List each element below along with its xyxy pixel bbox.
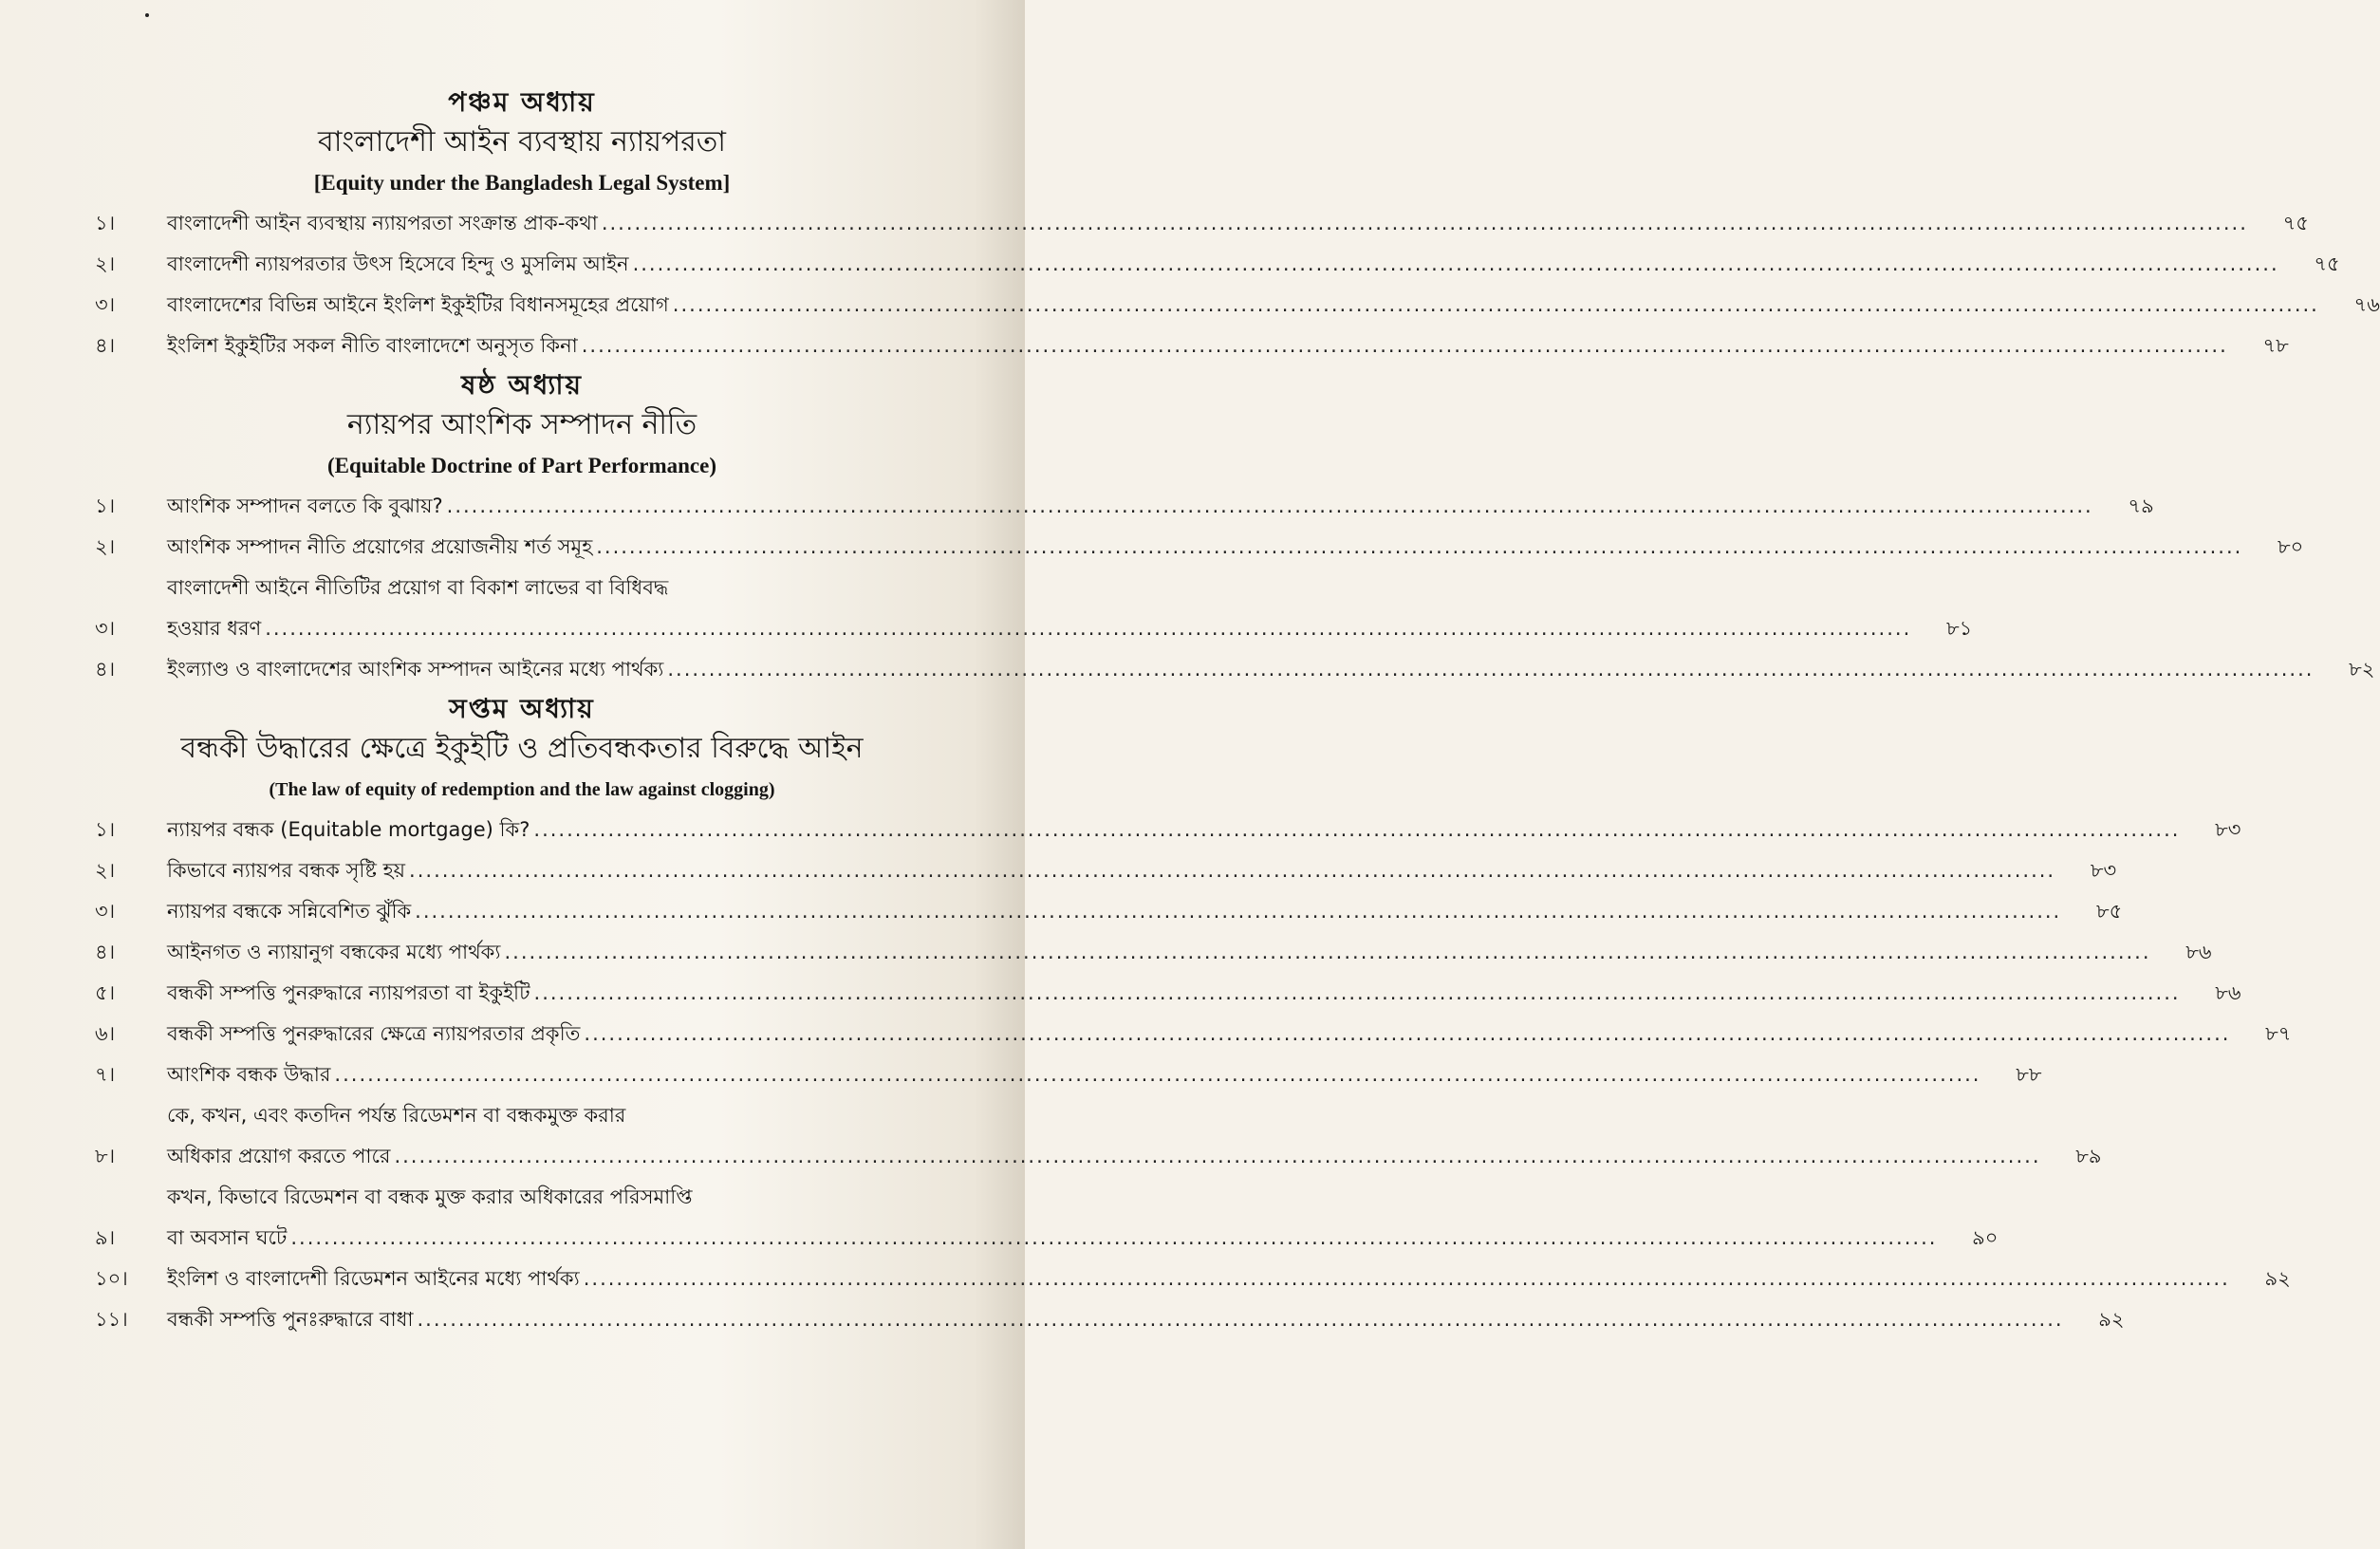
dot-leader: ........................................................................................................................................................................................................ (415, 900, 2062, 923)
toc-entry[interactable] (95, 891, 2123, 932)
entry-number: ৩। (95, 293, 116, 316)
chapter-section (95, 690, 2292, 1340)
entry-number: ১১। (95, 1308, 128, 1331)
toc-entry[interactable] (95, 1299, 2125, 1340)
dot-leader: ........................................................................................................................................................................................................ (265, 617, 1912, 640)
toc-entry[interactable] (95, 1095, 2102, 1177)
dot-leader: ........................................................................................................................................................................................................ (667, 658, 2315, 681)
toc-entry[interactable] (95, 486, 2154, 527)
entry-page-number: ৮২ (2349, 658, 2375, 681)
toc-entry[interactable] (95, 285, 2380, 326)
dot-leader: ........................................................................................................................................................................................................ (601, 212, 2248, 234)
toc-entry[interactable] (95, 326, 2289, 366)
entry-number: ১। (95, 818, 116, 841)
toc-entry[interactable] (95, 203, 2309, 244)
entry-title: আংশিক বন্ধক উদ্ধার (167, 1063, 331, 1086)
dot-leader: ........................................................................................................................................................................................................ (334, 1063, 1981, 1086)
entry-number: ৪। (95, 658, 116, 681)
dot-leader: ........................................................................................................................................................................................................ (533, 981, 2181, 1004)
entry-title: আংশিক সম্পাদন বলতে কি বুঝায়? (167, 495, 443, 517)
entry-page-number: ৭৫ (2282, 212, 2309, 234)
entry-title: বন্ধকী সম্পত্তি পুনঃরুদ্ধারে বাধা (167, 1308, 414, 1331)
entry-title: ন্যায়পর বন্ধকে সন্নিবেশিত ঝুঁকি (167, 900, 412, 923)
entry-page-number: ৮৮ (2016, 1063, 2042, 1086)
chapter-section (95, 366, 2375, 690)
entry-title: ইংল্যাণ্ড ও বাংলাদেশের আংশিক সম্পাদন আইনের মধ্যে পার্থক্য (167, 658, 664, 681)
entry-title: কিভাবে ন্যায়পর বন্ধক সৃষ্টি হয় (167, 859, 406, 882)
entry-number: ৪। (95, 941, 116, 963)
dot-leader: ........................................................................................................................................................................................................ (583, 1267, 2230, 1290)
toc-entry[interactable] (95, 244, 2340, 285)
toc-entry[interactable] (95, 568, 1973, 649)
entry-number: ২। (95, 535, 116, 558)
entry-number: ১। (95, 212, 116, 234)
chapter-english-title: [Equity under the Bangladesh Legal System] (313, 171, 731, 195)
dot-leader: ........................................................................................................................................................................................................ (584, 1022, 2231, 1045)
entry-title: বা অবসান ঘটে (167, 1226, 288, 1249)
entry-title: কখন, কিভাবে রিডেমশন বা বন্ধক মুক্ত করার অধিকারের পরিসমাপ্তি (167, 1185, 693, 1208)
entry-number: ৪। (95, 334, 116, 357)
dot-leader: ........................................................................................................................................................................................................ (581, 334, 2228, 357)
table-of-contents (95, 84, 2380, 1340)
entry-number: ২। (95, 859, 116, 882)
entry-title: বন্ধকী সম্পত্তি পুনরুদ্ধারের ক্ষেত্রে ন্যায়পরতার প্রকৃতি (167, 1022, 581, 1045)
entry-page-number: ৭৫ (2314, 252, 2340, 275)
chapter-number: পঞ্চম অধ্যায় (448, 86, 596, 118)
chapter-title: বন্ধকী উদ্ধারের ক্ষেত্রে ইকুইটি ও প্রতিবন্ধকতার বিরুদ্ধে আইন (180, 732, 864, 765)
dot-leader: ........................................................................................................................................................................................................ (672, 293, 2319, 316)
toc-entry[interactable] (95, 932, 2212, 973)
toc-entry[interactable] (95, 649, 2375, 690)
dot-leader: ........................................................................................................................................................................................................ (504, 941, 2151, 963)
dot-leader: ........................................................................................................................................................................................................ (290, 1226, 1938, 1249)
entry-number: ১। (95, 495, 116, 517)
entry-number: ৩। (95, 900, 116, 923)
toc-entry[interactable] (95, 1259, 2291, 1299)
entry-number: ৫। (95, 981, 116, 1004)
entry-page-number: ৭৯ (2128, 495, 2154, 517)
toc-entry[interactable] (95, 850, 2117, 891)
entry-number: ৩। (95, 617, 116, 640)
entry-page-number: ৯২ (2098, 1308, 2125, 1331)
entry-page-number: ৭৬ (2353, 293, 2380, 316)
entry-page-number: ৮৬ (2185, 941, 2212, 963)
entry-page-number: ৮৩ (2090, 859, 2117, 882)
entry-page-number: ৮০ (2278, 535, 2304, 558)
entry-title: কে, কখন, এবং কতদিন পর্যন্ত রিডেমশন বা বন্ধকমুক্ত করার (167, 1104, 626, 1127)
chapter-title: বাংলাদেশী আইন ব্যবস্থায় ন্যায়পরতা (318, 125, 726, 159)
dot-leader: ........................................................................................................................................................................................................ (446, 495, 2093, 517)
entry-number: ৮। (95, 1145, 116, 1167)
entry-title: হওয়ার ধরণ (167, 617, 262, 640)
toc-entry[interactable] (95, 810, 2241, 850)
chapter-section (95, 84, 2380, 366)
entry-title: বাংলাদেশী আইন ব্যবস্থায় ন্যায়পরতা সংক্রান্ত প্রাক-কথা (167, 212, 598, 234)
dot-leader: ........................................................................................................................................................................................................ (409, 859, 2056, 882)
entry-page-number: ৮৭ (2265, 1022, 2292, 1045)
dot-leader: ........................................................................................................................................................................................................ (394, 1145, 2041, 1167)
entry-page-number: ৮১ (1946, 617, 1973, 640)
toc-entry[interactable] (95, 527, 2304, 568)
toc-entry[interactable] (95, 1177, 1999, 1259)
entry-page-number: ৯২ (2264, 1267, 2291, 1290)
entry-page-number: ৮৩ (2215, 818, 2241, 841)
chapter-number: সপ্তম অধ্যায় (449, 693, 595, 724)
toc-entry[interactable] (95, 1014, 2292, 1054)
dot-leader: ........................................................................................................................................................................................................ (632, 252, 2279, 275)
entry-page-number: ৭৮ (2262, 334, 2289, 357)
dot-leader: ........................................................................................................................................................................................................ (596, 535, 2243, 558)
entry-title: আইনগত ও ন্যায়ানুগ বন্ধকের মধ্যে পার্থক্য (167, 941, 501, 963)
entry-title: বাংলাদেশের বিভিন্ন আইনে ইংলিশ ইকুইটির বিধানসমূহের প্রয়োগ (167, 293, 669, 316)
entry-title: বাংলাদেশী আইনে নীতিটির প্রয়োগ বা বিকাশ লাভের বা বিধিবদ্ধ (167, 576, 669, 599)
entry-number: ১০। (95, 1267, 128, 1290)
chapter-english-title: (The law of equity of redemption and the law against clogging) (269, 779, 775, 800)
entry-title: বাংলাদেশী ন্যায়পরতার উৎস হিসেবে হিন্দু ও মুসলিম আইন (167, 252, 629, 275)
entry-title: অধিকার প্রয়োগ করতে পারে (167, 1145, 391, 1167)
ink-speck (145, 13, 149, 17)
entry-page-number: ৮৯ (2075, 1145, 2102, 1167)
chapter-number: ষষ্ঠ অধ্যায় (460, 369, 584, 401)
entry-title: ইংলিশ ও বাংলাদেশী রিডেমশন আইনের মধ্যে পার্থক্য (167, 1267, 580, 1290)
entry-title: ন্যায়পর বন্ধক (Equitable mortgage) কি? (167, 818, 530, 841)
chapter-english-title: (Equitable Doctrine of Part Performance) (326, 454, 717, 477)
entry-number: ২। (95, 252, 116, 275)
entry-title: আংশিক সম্পাদন নীতি প্রয়োগের প্রয়োজনীয় শর্ত সমূহ (167, 535, 593, 558)
entry-number: ৯। (95, 1226, 116, 1249)
entry-page-number: ৮৬ (2215, 981, 2241, 1004)
entry-number: ৭। (95, 1063, 116, 1086)
entry-title: বন্ধকী সম্পত্তি পুনরুদ্ধারে ন্যায়পরতা বা ইকুইটি (167, 981, 530, 1004)
entry-title: ইংলিশ ইকুইটির সকল নীতি বাংলাদেশে অনুসৃত কিনা (167, 334, 578, 357)
entry-number: ৬। (95, 1022, 116, 1045)
entry-page-number: ৯০ (1972, 1226, 1999, 1249)
chapter-title: ন্যায়পর আংশিক সম্পাদন নীতি (346, 408, 697, 441)
dot-leader: ........................................................................................................................................................................................................ (533, 818, 2181, 841)
dot-leader: ........................................................................................................................................................................................................ (417, 1308, 2064, 1331)
toc-entry[interactable] (95, 1054, 2042, 1095)
toc-entry[interactable] (95, 973, 2241, 1014)
entry-page-number: ৮৫ (2095, 900, 2123, 923)
